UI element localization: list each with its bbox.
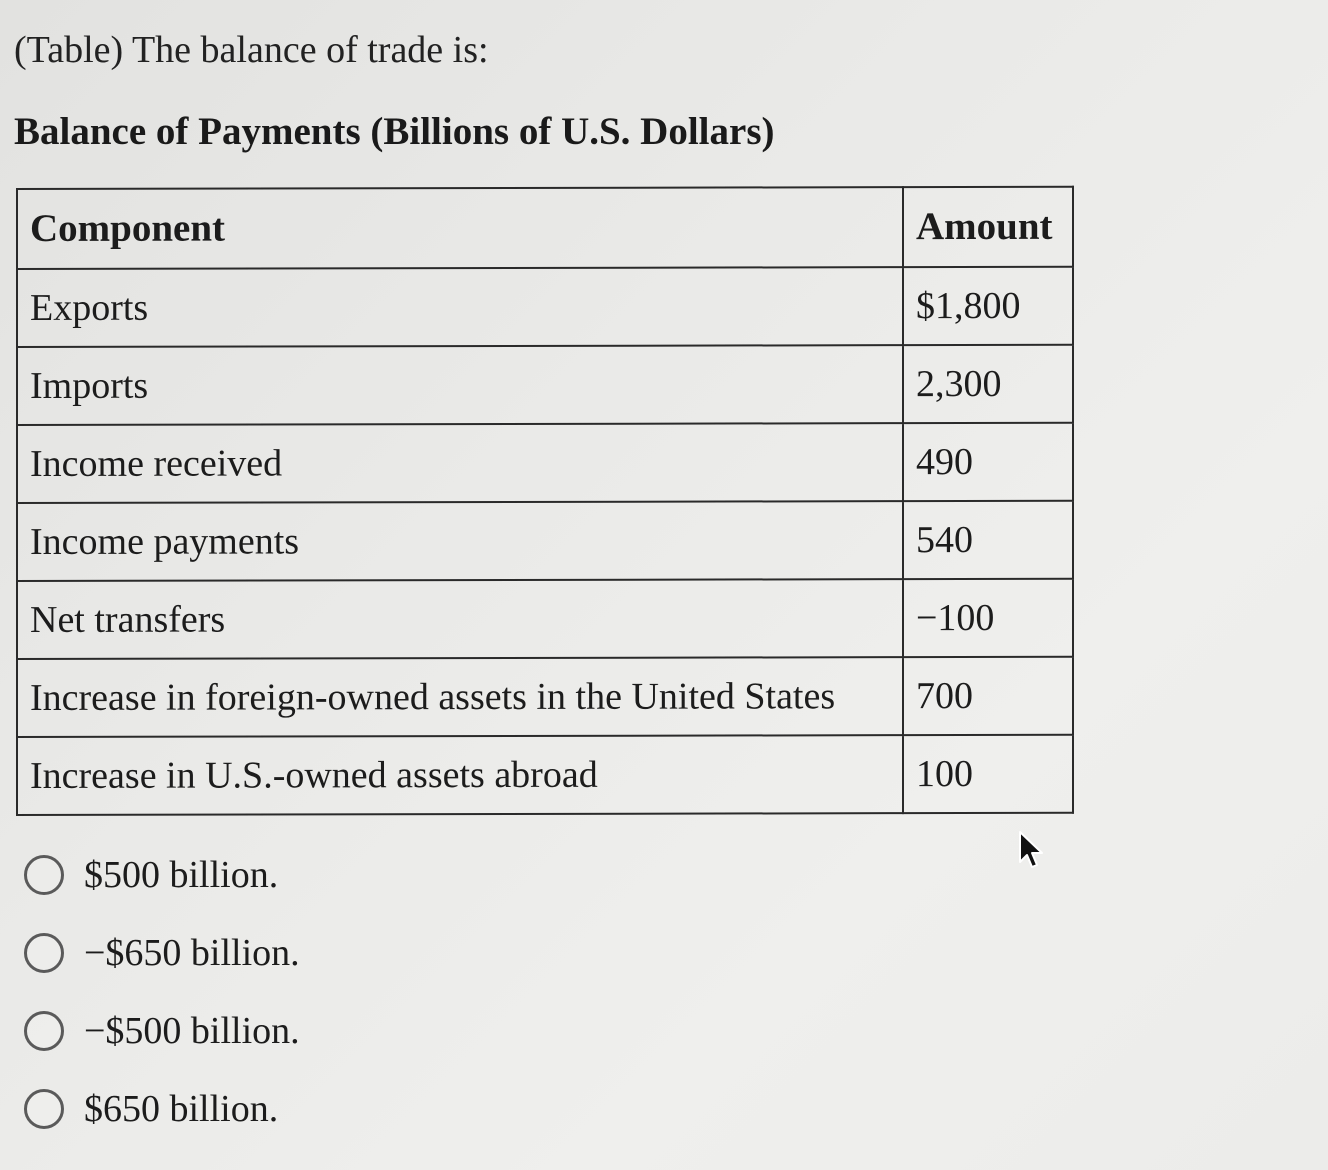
radio-circle-icon[interactable] (24, 933, 64, 973)
component-cell: Income received (17, 423, 903, 503)
table-row (17, 267, 1073, 347)
answer-option-2[interactable] (24, 914, 300, 992)
answer-option-3[interactable] (24, 992, 300, 1070)
option-label: $650 billion. (84, 1088, 279, 1130)
table-row (17, 657, 1073, 737)
mouse-pointer-icon (1018, 830, 1046, 870)
amount-cell: 2,300 (903, 345, 1073, 423)
amount-cell: 700 (903, 657, 1073, 735)
answer-option-1[interactable] (24, 836, 300, 914)
option-label: −$650 billion. (84, 932, 300, 974)
amount-cell: −100 (903, 579, 1073, 657)
component-cell: Net transfers (17, 579, 903, 659)
header-amount: Amount (903, 187, 1073, 267)
answer-option-4[interactable] (24, 1070, 300, 1148)
option-label: $500 billion. (84, 854, 279, 896)
question-text: (Table) The balance of trade is: (14, 29, 489, 71)
component-cell: Income payments (17, 501, 903, 581)
header-component: Component (17, 187, 903, 269)
radio-circle-icon[interactable] (24, 1089, 64, 1129)
component-cell: Increase in U.S.-owned assets abroad (17, 735, 903, 815)
amount-cell: 540 (903, 501, 1073, 579)
table-row (17, 501, 1073, 581)
radio-circle-icon[interactable] (24, 855, 64, 895)
table-row (17, 345, 1073, 425)
table-row (17, 579, 1073, 659)
amount-cell: 100 (903, 735, 1073, 813)
component-cell: Imports (17, 345, 903, 425)
table-header-row (17, 187, 1073, 269)
amount-cell: $1,800 (903, 267, 1073, 345)
amount-cell: 490 (903, 423, 1073, 501)
balance-of-payments-table (16, 186, 1074, 816)
option-label: −$500 billion. (84, 1010, 300, 1052)
table-row (17, 735, 1073, 815)
table-row (17, 423, 1073, 503)
table-title: Balance of Payments (Billions of U.S. Dollars) (14, 110, 775, 153)
radio-circle-icon[interactable] (24, 1011, 64, 1051)
component-cell: Exports (17, 267, 903, 347)
answer-options (24, 836, 300, 1148)
component-cell: Increase in foreign-owned assets in the United States (17, 657, 903, 737)
